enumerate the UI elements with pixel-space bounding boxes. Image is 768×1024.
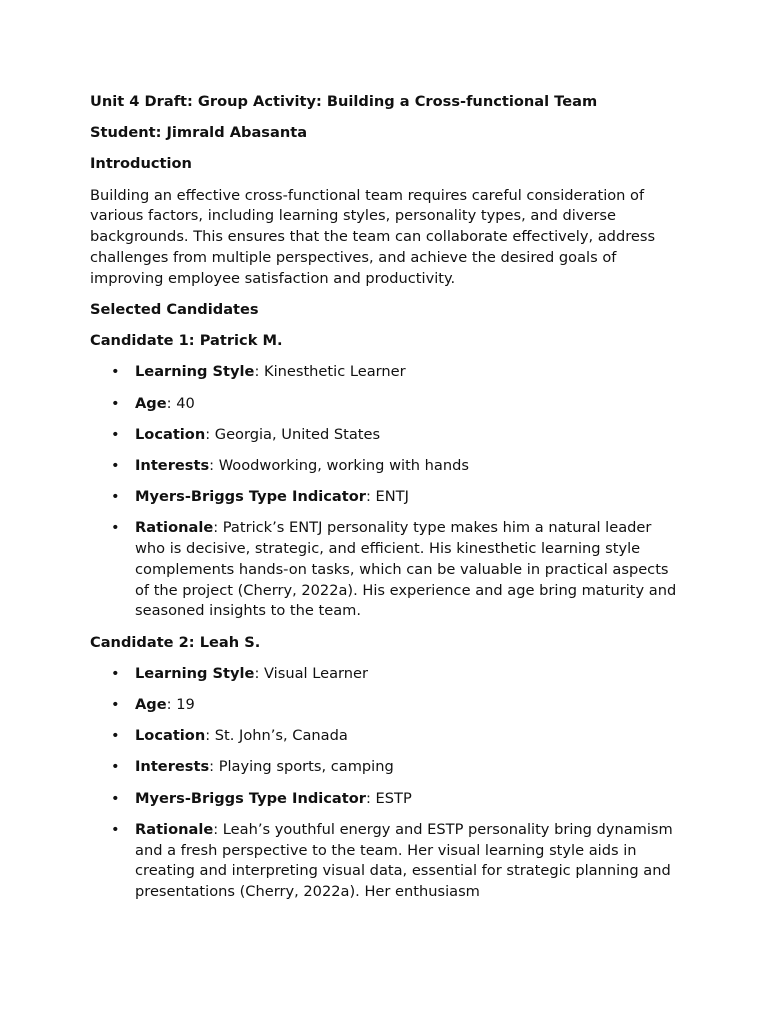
bullet-icon: • bbox=[111, 664, 120, 682]
document-title: Unit 4 Draft: Group Activity: Building a Cross-functional Team bbox=[90, 93, 598, 110]
detail-value: : ENTJ bbox=[365, 488, 409, 506]
detail-label: Myers-Briggs Type Indicator bbox=[135, 488, 366, 506]
detail-value: : Visual Learner bbox=[254, 664, 368, 682]
detail-label: Location bbox=[135, 727, 206, 745]
bullet-icon: • bbox=[111, 519, 120, 537]
candidate-details-list bbox=[90, 362, 680, 622]
candidate-heading: Candidate 1: Patrick M. bbox=[90, 332, 283, 350]
bullet-icon: • bbox=[111, 456, 120, 474]
bullet-icon: • bbox=[111, 394, 120, 412]
bullet-icon: • bbox=[111, 727, 120, 745]
detail-label: Location bbox=[135, 425, 206, 443]
bullet-icon: • bbox=[111, 758, 120, 776]
document-content bbox=[90, 92, 680, 913]
bullet-icon: • bbox=[111, 488, 120, 506]
bullet-icon: • bbox=[111, 363, 120, 381]
selected-candidates-heading: Selected Candidates bbox=[90, 300, 259, 318]
intro-paragraph: Building an effective cross-functional team requires careful consideration of various factors, including learning styles, personality types, and diverse backgrounds. This ensures that the team can collaborate effectively, address challenges from multiple perspectives, and achieve the desired goals of improving employee satisfaction and productivity. bbox=[90, 186, 656, 287]
candidate-details-list bbox=[90, 664, 680, 903]
student-name: Student: Jimrald Abasanta bbox=[90, 124, 308, 142]
list-item bbox=[90, 487, 680, 508]
detail-value: : Georgia, United States bbox=[205, 425, 381, 443]
list-item bbox=[90, 362, 680, 383]
list-item bbox=[90, 820, 680, 903]
detail-value: : 40 bbox=[166, 394, 195, 412]
candidate-heading: Candidate 2: Leah S. bbox=[90, 633, 261, 651]
bullet-icon: • bbox=[111, 425, 120, 443]
list-item bbox=[90, 425, 680, 446]
list-item bbox=[90, 695, 680, 716]
detail-value: : Woodworking, working with hands bbox=[209, 456, 469, 474]
list-item bbox=[90, 394, 680, 415]
list-item bbox=[90, 456, 680, 477]
bullet-icon: • bbox=[111, 696, 120, 713]
intro-heading: Introduction bbox=[90, 155, 192, 173]
detail-value: : ESTP bbox=[365, 789, 412, 807]
detail-label: Interests bbox=[135, 758, 210, 776]
detail-label: Learning Style bbox=[135, 664, 255, 682]
detail-value: : Patrick’s ENTJ personality type makes him a natural leader who is decisive, strategic, and efficient. His kinesthetic learning style complements hands-on tasks, which can be valuable in practical aspects of the project (Cherry, 2022a). His experience and age bring maturity and seasoned insights to the team. bbox=[135, 519, 677, 620]
detail-value: : Playing sports, camping bbox=[209, 758, 394, 776]
detail-label: Rationale bbox=[135, 519, 214, 537]
detail-label: Myers-Briggs Type Indicator bbox=[135, 789, 366, 807]
detail-label: Age bbox=[135, 394, 167, 412]
detail-label: Rationale bbox=[135, 820, 214, 838]
detail-value: : Kinesthetic Learner bbox=[254, 363, 406, 381]
list-item bbox=[90, 726, 680, 747]
bullet-icon: • bbox=[111, 820, 120, 838]
detail-value: : St. John’s, Canada bbox=[205, 727, 348, 745]
detail-label: Interests bbox=[135, 456, 210, 474]
list-item bbox=[90, 757, 680, 778]
bullet-icon: • bbox=[111, 789, 120, 807]
list-item bbox=[90, 789, 680, 810]
list-item bbox=[90, 518, 680, 622]
detail-value: : 19 bbox=[166, 696, 195, 713]
detail-value: : Leah’s youthful energy and ESTP personality bring dynamism and a fresh perspective to the team. Her visual learning style aids in creating and interpreting visual data, essential for strategic planning and presentations (Cherry, 2022a). Her enthusiasm bbox=[135, 820, 673, 901]
detail-label: Age bbox=[135, 696, 167, 713]
detail-label: Learning Style bbox=[135, 363, 255, 381]
list-item bbox=[90, 664, 680, 685]
